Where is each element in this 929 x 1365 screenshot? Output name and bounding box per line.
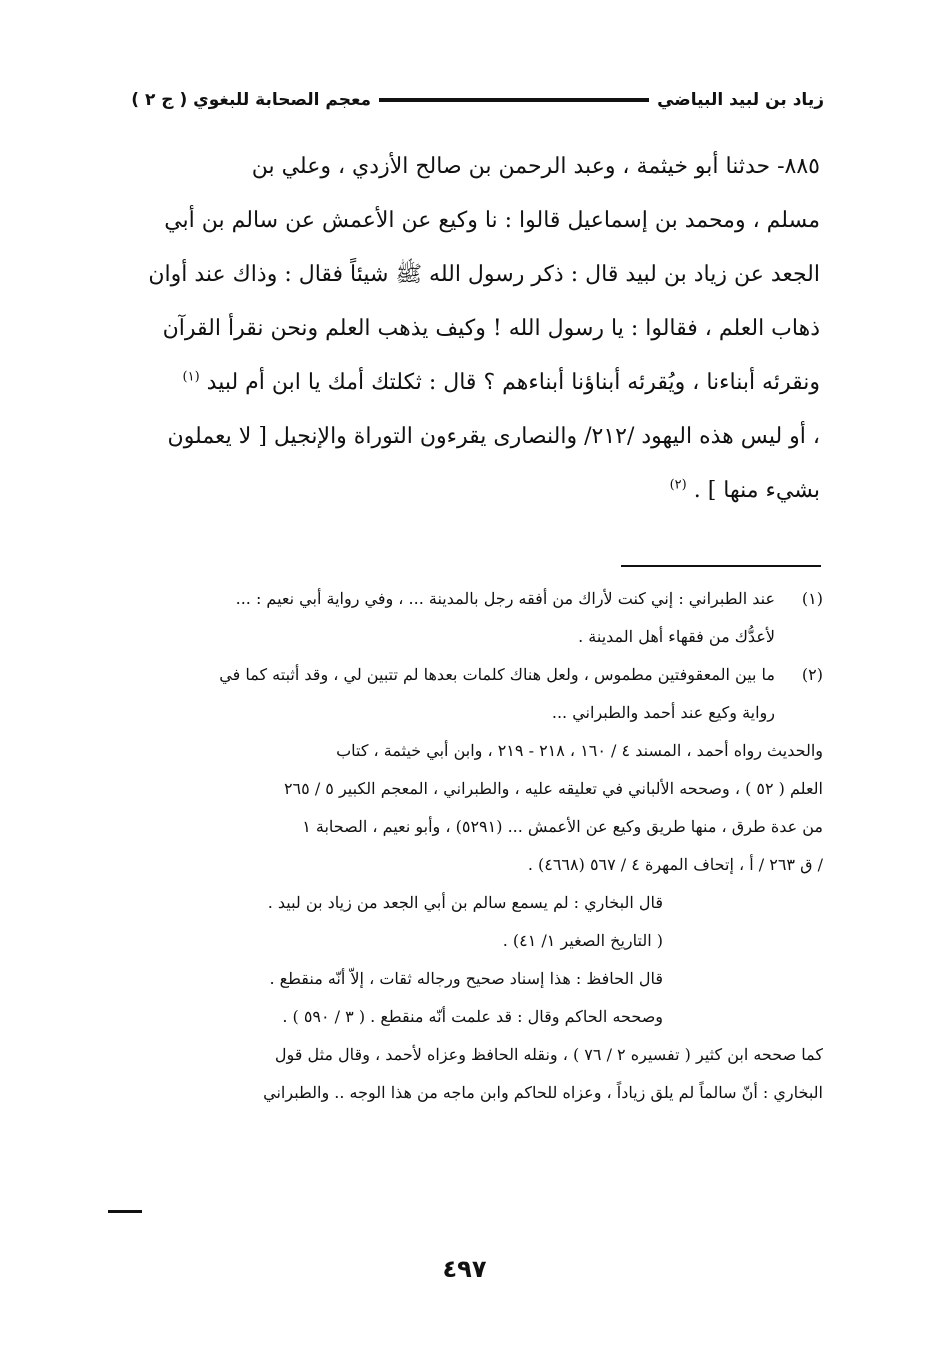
footnote-line: ( التاريخ الصغير ١/ ٤١) . (502, 931, 663, 950)
footnote-line: قال الحافظ : هذا إسناد صحيح ورجاله ثقات ، إلاّ أنّه منقطع . (269, 969, 663, 988)
footnote-line: وصححه الحاكم وقال : قد علمت أنّه منقطع . ( ٣ / ٥٩٠ ) . (282, 1007, 663, 1026)
hadith-line: ذهاب العلم ، فقالوا : يا رسول الله ! وكيف يذهب العلم ونحن نقرأ القرآن (162, 316, 820, 341)
header-right-title: زياد بن لبيد البياضي (657, 90, 824, 110)
footnote-number: (١) (801, 589, 823, 608)
footnote-2 (108, 656, 823, 732)
hadith-line: ٨٨٥- حدثنا أبو خيثمة ، وعبد الرحمن بن صالح الأزدي ، وعلي بن (251, 154, 820, 179)
page-number: ٤٩٧ (442, 1255, 487, 1283)
footnote-ref-1: (١) (182, 369, 200, 385)
running-header (108, 84, 824, 116)
footnote-1 (108, 580, 823, 656)
header-left-title: معجم الصحابة للبغوي ( ج ٢ ) (131, 90, 372, 110)
hadith-line: مسلم ، ومحمد بن إسماعيل قالوا : نا وكيع عن الأعمش عن سالم بن أبي (164, 208, 820, 233)
hadith-line: الجعد عن زياد بن لبيد قال : ذكر رسول الله ﷺ شيئاً فقال : وذاك عند أوان (148, 262, 820, 287)
footnotes (108, 580, 823, 1112)
footnote-separator (621, 565, 821, 567)
footnote-line: البخاري : أنّ سالماً لم يلق زياداً ، وعزاه للحاكم وابن ماجه من هذا الوجه .. والطبراني (263, 1083, 823, 1102)
footnote-line: / ق ٢٦٣ / أ ، إتحاف المهرة ٤ / ٥٦٧ (٤٦٦٨) . (527, 855, 823, 874)
footnote-line: عند الطبراني : إني كنت لأراك من أفقه رجل بالمدينة ... ، وفي رواية أبي نعيم : ... (235, 589, 775, 608)
footnote-line: ما بين المعقوفتين مطموس ، ولعل هناك كلمات بعدها لم تتبين لي ، وقد أثبته كما في (219, 665, 775, 684)
footnote-line: قال البخاري : لم يسمع سالم بن أبي الجعد من زياد بن لبيد . (267, 893, 663, 912)
footnote-ref-2: (٢) (669, 477, 687, 493)
footnote-line: من عدة طرق ، منها طريق وكيع عن الأعمش ... (٥٢٩١) ، وأبو نعيم ، الصحابة ١ (302, 817, 823, 836)
footnote-line: والحديث رواه أحمد ، المسند ٤ / ١٦٠ ، ٢١٨ - ٢١٩ ، وابن أبي خيثمة ، كتاب (336, 741, 823, 760)
hadith-text (108, 140, 820, 518)
continuation-mark (108, 1210, 142, 1213)
footnote-line: كما صححه ابن كثير ( تفسيره ٢ / ٧٦ ) ، ونقله الحافظ وعزاه لأحمد ، وقال مثل قول (274, 1045, 823, 1064)
hadith-line: بشيء منها ] . $^{(٢)}$ (669, 477, 820, 503)
footnote-line: العلم ( ٥٢ ) ، وصححه الألباني في تعليقه عليه ، والطبراني ، المعجم الكبير ٥ / ٢٦٥ (283, 779, 823, 798)
footnote-line: رواية وكيع عند أحمد والطبراني ... (551, 703, 775, 722)
footnote-line: لأعدُّك من فقهاء أهل المدينة . (578, 627, 775, 646)
hadith-line: ، أو ليس هذه اليهود /٢١٢/ والنصارى يقرءون التوراة والإنجيل [ لا يعملون (167, 424, 820, 449)
header-rule (379, 98, 649, 102)
hadith-line: ونقرئه أبناءنا ، ويُقرئه أبناؤنا أبناءهم ؟ قال : ثكلتك أمك يا ابن أم لبيد $^{(١)}$ (182, 369, 820, 395)
footnote-number: (٢) (801, 665, 823, 684)
